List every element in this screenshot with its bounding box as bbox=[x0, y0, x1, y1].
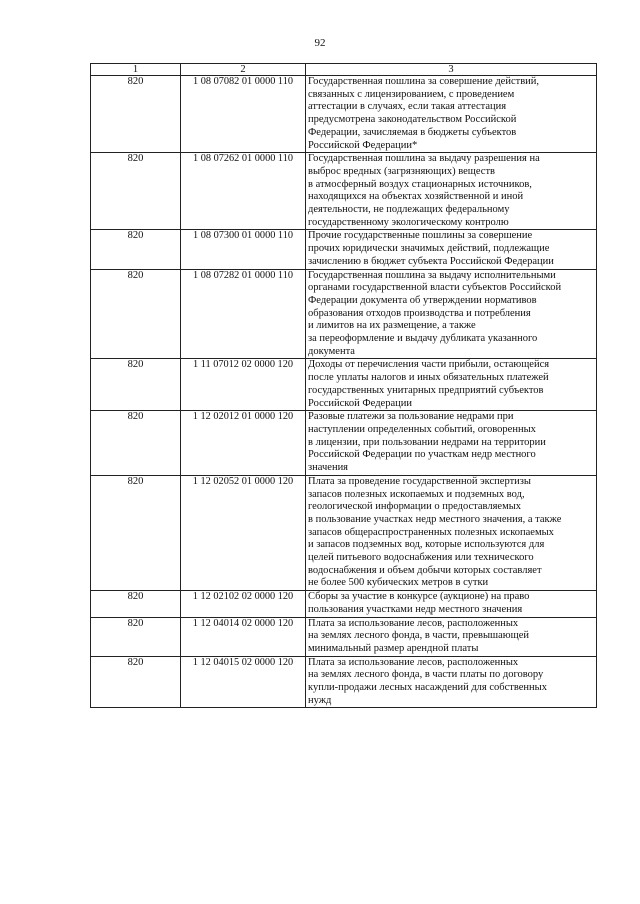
revenue-name-line: образования отходов производства и потребления bbox=[308, 307, 531, 319]
table-row bbox=[91, 475, 597, 590]
revenue-code-cell: 1 08 07282 01 0000 110 bbox=[181, 269, 306, 359]
budget-revenue-table bbox=[90, 63, 597, 708]
revenue-name-line: государственных унитарных предприятий субъектов bbox=[308, 384, 544, 396]
revenue-name-cell bbox=[306, 269, 597, 359]
revenue-name-line: минимальный размер арендной платы bbox=[308, 642, 479, 654]
revenue-name-line: купли-продажи лесных насаждений для собственных bbox=[308, 682, 547, 694]
revenue-name-line: запасов общераспространенных полезных ископаемых bbox=[308, 526, 554, 538]
revenue-name-cell bbox=[306, 359, 597, 411]
revenue-name-line: Федерации, зачисляемая в бюджеты субъектов bbox=[308, 126, 517, 138]
column-header-1: 1 bbox=[91, 64, 181, 76]
admin-code-cell: 820 bbox=[91, 617, 181, 656]
revenue-name-line: государственному экологическому контролю bbox=[308, 216, 509, 228]
revenue-name-line: аттестации в случаях, если такая аттестация bbox=[308, 101, 507, 113]
revenue-name-line: Государственная пошлина за выдачу разрешения на bbox=[308, 153, 540, 165]
revenue-code-cell: 1 12 02052 01 0000 120 bbox=[181, 475, 306, 590]
revenue-code-cell: 1 08 07082 01 0000 110 bbox=[181, 76, 306, 153]
revenue-name-line: водоснабжения и объем добычи которых составляет bbox=[308, 564, 542, 576]
admin-code-cell: 820 bbox=[91, 411, 181, 476]
revenue-name-cell bbox=[306, 153, 597, 230]
revenue-name-line: прочих юридически значимых действий, подлежащие bbox=[308, 243, 550, 255]
revenue-name-cell bbox=[306, 617, 597, 656]
revenue-name-line: значения bbox=[308, 462, 349, 474]
table-row bbox=[91, 359, 597, 411]
admin-code-cell: 820 bbox=[91, 656, 181, 708]
column-header-3: 3 bbox=[306, 64, 597, 76]
revenue-name-line: в пользование участках недр местного значения, а также bbox=[308, 513, 562, 525]
table-row bbox=[91, 153, 597, 230]
revenue-name-cell bbox=[306, 656, 597, 708]
admin-code-cell: 820 bbox=[91, 230, 181, 269]
table-row bbox=[91, 230, 597, 269]
revenue-name-line: геологической информации о предоставляемых bbox=[308, 501, 522, 513]
revenue-name-cell bbox=[306, 475, 597, 590]
revenue-name-line: находящихся на объектах хозяйственной и иной bbox=[308, 191, 524, 203]
revenue-name-line: Российской Федерации bbox=[308, 397, 412, 409]
revenue-name-line: органами государственной власти субъектов Российской bbox=[308, 282, 562, 294]
revenue-name-line: Российской Федерации* bbox=[308, 139, 418, 151]
revenue-name-line: наступлении определенных событий, оговоренных bbox=[308, 423, 536, 435]
admin-code-cell: 820 bbox=[91, 76, 181, 153]
admin-code-cell: 820 bbox=[91, 591, 181, 617]
revenue-code-cell: 1 12 02102 02 0000 120 bbox=[181, 591, 306, 617]
revenue-name-line: за переоформление и выдачу дубликата указанного bbox=[308, 333, 538, 345]
revenue-name-line: Федерации документа об утверждении нормативов bbox=[308, 294, 537, 306]
table-row bbox=[91, 656, 597, 708]
table-row bbox=[91, 76, 597, 153]
revenue-name-line: Государственная пошлина за выдачу исполнительными bbox=[308, 269, 556, 281]
revenue-name-line: Плата за проведение государственной экспертизы bbox=[308, 475, 531, 487]
revenue-name-line: в атмосферный воздух стационарных источников, bbox=[308, 178, 532, 190]
revenue-name-line: Прочие государственные пошлины за совершение bbox=[308, 230, 533, 242]
table-row bbox=[91, 411, 597, 476]
revenue-code-cell: 1 12 04014 02 0000 120 bbox=[181, 617, 306, 656]
admin-code-cell: 820 bbox=[91, 359, 181, 411]
revenue-name-line: документа bbox=[308, 345, 355, 357]
admin-code-cell: 820 bbox=[91, 475, 181, 590]
revenue-name-line: пользования участками недр местного значения bbox=[308, 603, 523, 615]
revenue-name-line: зачислению в бюджет субъекта Российской Федерации bbox=[308, 255, 554, 267]
revenue-code-cell: 1 11 07012 02 0000 120 bbox=[181, 359, 306, 411]
revenue-name-line: в лицензии, при пользовании недрами на территории bbox=[308, 436, 546, 448]
revenue-name-line: на землях лесного фонда, в части платы по договору bbox=[308, 669, 544, 681]
revenue-name-line: нужд bbox=[308, 694, 332, 706]
page-number: 92 bbox=[314, 37, 326, 49]
revenue-name-line: Плата за использование лесов, расположенных bbox=[308, 617, 519, 629]
revenue-name-line: Российской Федерации по участкам недр местного bbox=[308, 449, 536, 461]
revenue-name-line: не более 500 кубических метров в сутки bbox=[308, 577, 489, 589]
revenue-code-cell: 1 08 07262 01 0000 110 bbox=[181, 153, 306, 230]
revenue-name-cell bbox=[306, 411, 597, 476]
revenue-name-line: Государственная пошлина за совершение действий, bbox=[308, 76, 540, 87]
admin-code-cell: 820 bbox=[91, 153, 181, 230]
revenue-name-line: Сборы за участие в конкурсе (аукционе) на право bbox=[308, 591, 530, 603]
revenue-name-line: целей питьевого водоснабжения или технического bbox=[308, 552, 534, 564]
column-header-2: 2 bbox=[181, 64, 306, 76]
revenue-name-line: запасов полезных ископаемых и подземных вод, bbox=[308, 488, 525, 500]
revenue-name-line: и запасов подземных вод, которые используются для bbox=[308, 539, 545, 551]
revenue-name-line: и лимитов на их размещение, а также bbox=[308, 320, 476, 332]
revenue-name-line: Разовые платежи за пользование недрами при bbox=[308, 411, 514, 423]
table-body bbox=[91, 76, 597, 708]
revenue-name-line: на землях лесного фонда, в части, превышающей bbox=[308, 630, 529, 642]
revenue-name-line: связанных с лицензированием, с проведением bbox=[308, 88, 515, 100]
revenue-code-cell: 1 12 02012 01 0000 120 bbox=[181, 411, 306, 476]
table-header-row bbox=[91, 64, 597, 76]
admin-code-cell: 820 bbox=[91, 269, 181, 359]
table-row bbox=[91, 591, 597, 617]
revenue-name-line: после уплаты налогов и иных обязательных платежей bbox=[308, 372, 549, 384]
revenue-name-cell bbox=[306, 76, 597, 153]
revenue-name-line: выброс вредных (загрязняющих) веществ bbox=[308, 165, 496, 177]
revenue-code-cell: 1 08 07300 01 0000 110 bbox=[181, 230, 306, 269]
revenue-name-line: Плата за использование лесов, расположенных bbox=[308, 656, 519, 668]
revenue-name-cell bbox=[306, 591, 597, 617]
revenue-name-cell bbox=[306, 230, 597, 269]
revenue-name-line: Доходы от перечисления части прибыли, остающейся bbox=[308, 359, 550, 371]
revenue-code-cell: 1 12 04015 02 0000 120 bbox=[181, 656, 306, 708]
revenue-name-line: деятельности, не подлежащих федеральному bbox=[308, 204, 510, 216]
revenue-name-line: предусмотрена законодательством Российской bbox=[308, 114, 517, 126]
table-row bbox=[91, 269, 597, 359]
table-row bbox=[91, 617, 597, 656]
